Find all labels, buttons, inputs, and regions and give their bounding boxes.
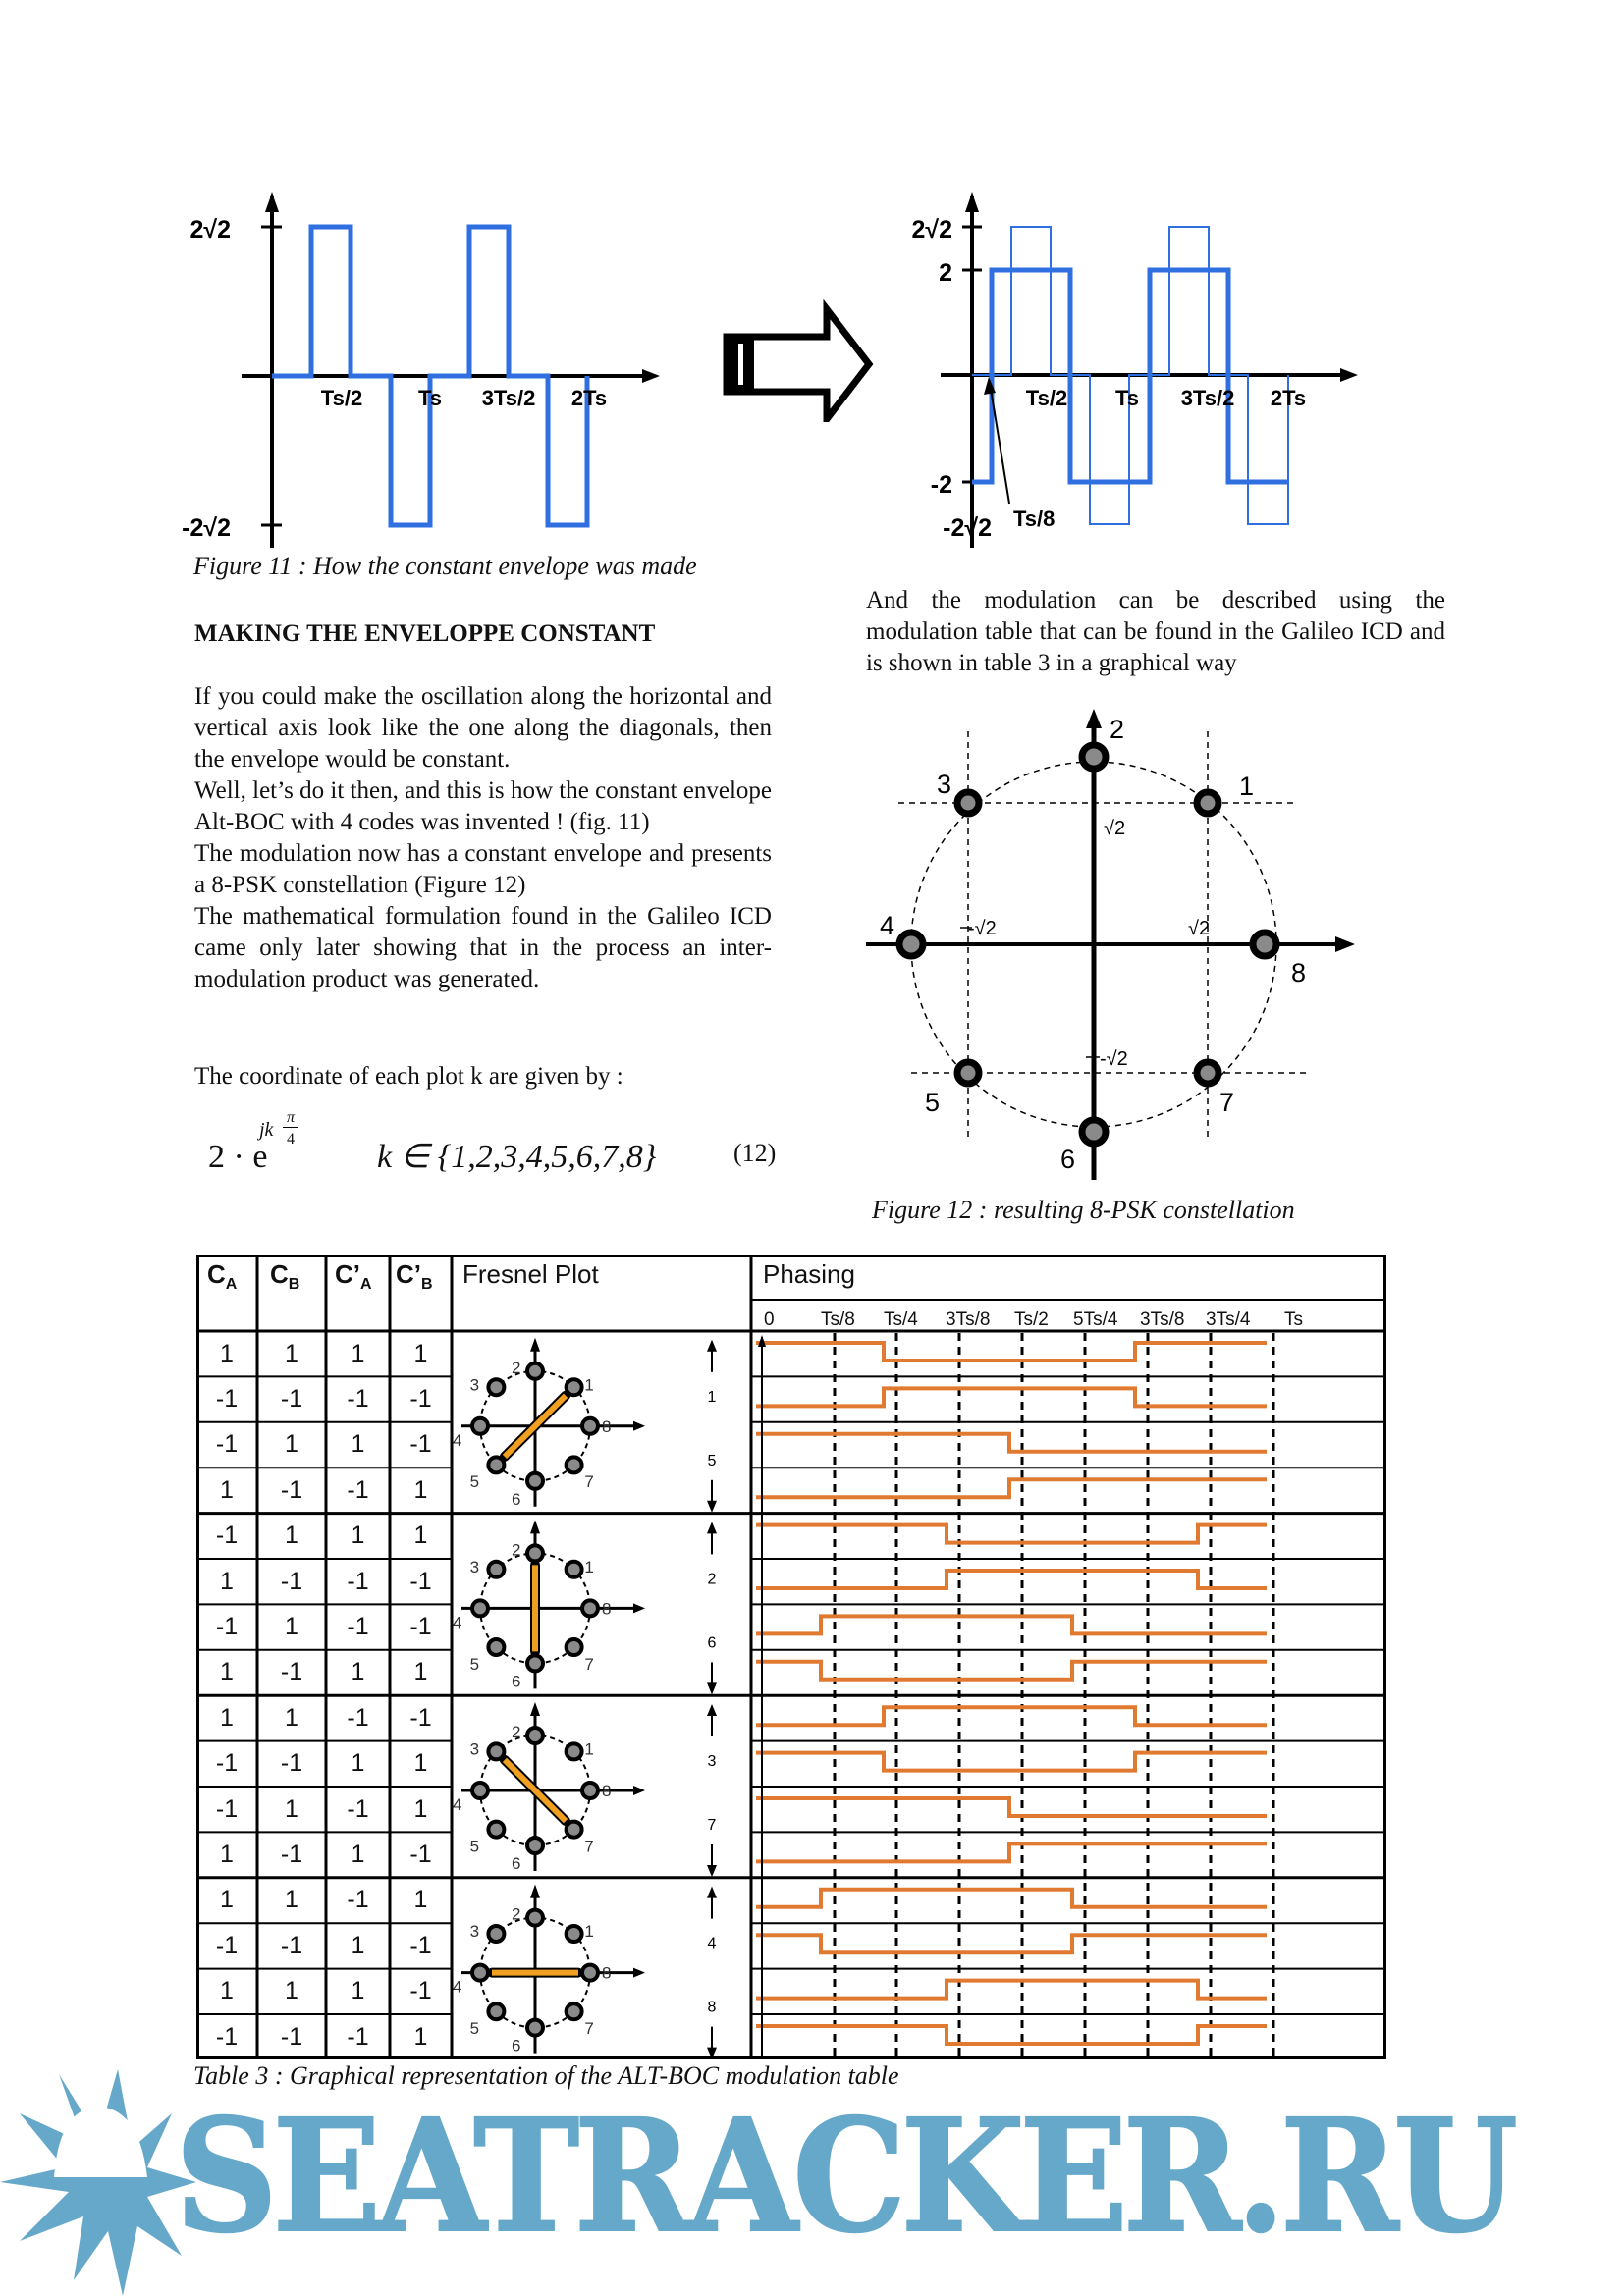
section-heading: MAKING THE ENVELOPPE CONSTANT — [194, 620, 656, 647]
svg-text:5: 5 — [707, 1452, 717, 1469]
svg-text:√2: √2 — [1188, 918, 1211, 939]
table-cell: 1 — [413, 1886, 428, 1914]
table-cell: -1 — [347, 1385, 369, 1414]
svg-text:√2: √2 — [1104, 818, 1126, 839]
svg-text:6: 6 — [512, 1672, 521, 1691]
table-cell: -1 — [280, 1841, 303, 1869]
svg-text:1: 1 — [584, 1922, 594, 1942]
svg-text:8: 8 — [1291, 958, 1307, 988]
paragraph: Well, let’s do it then, and this is how the constant envelope Alt-BOC with 4 codes was invented ! (fig. 11) — [194, 777, 772, 835]
svg-text:1: 1 — [1239, 772, 1255, 801]
table-cell: -1 — [215, 1749, 239, 1778]
svg-text:7: 7 — [707, 1817, 717, 1834]
header-cb: $C_B$ — [270, 1259, 300, 1294]
table-cell: -1 — [280, 1385, 303, 1414]
table-cell: 1 — [220, 1886, 234, 1914]
paragraph: The mathematical formulation found in the Galileo ICD came only later showing that in the process an inter-modulation product was generated. — [194, 903, 772, 992]
svg-text:2Ts: 2Ts — [1270, 386, 1307, 410]
table-cell: 1 — [220, 1339, 234, 1367]
table-cell: 1 — [413, 1475, 428, 1504]
table-cell: 1 — [285, 1703, 298, 1732]
table-cell: -1 — [347, 1703, 369, 1732]
table-cell: -1 — [409, 1977, 432, 2005]
y-label-top: 2√2 — [189, 216, 231, 243]
svg-text:5: 5 — [925, 1088, 941, 1117]
table-cell: -1 — [280, 1749, 303, 1778]
paragraph: The modulation now has a constant envelope and presents a 8-PSK constellation (Figure 12) — [194, 840, 772, 898]
svg-text:Ts/2: Ts/2 — [1025, 386, 1068, 410]
svg-text:4: 4 — [453, 1613, 462, 1632]
svg-text:8: 8 — [707, 1999, 717, 2016]
svg-text:6: 6 — [512, 1489, 521, 1509]
figure11-caption: Figure 11 : How the constant envelope was made — [193, 552, 697, 580]
table-cell: 1 — [220, 1703, 234, 1732]
svg-text:5: 5 — [469, 1472, 480, 1492]
sun-logo-icon — [0, 2069, 196, 2296]
table-cell: -1 — [409, 1703, 432, 1732]
table-cell: 1 — [413, 1522, 428, 1550]
svg-text:7: 7 — [584, 2019, 594, 2038]
figure11-left-chart — [177, 177, 727, 550]
table-cell: -1 — [409, 1430, 432, 1459]
table-cell: -1 — [215, 2022, 239, 2051]
svg-text:5: 5 — [469, 2019, 480, 2038]
svg-text:Ts: Ts — [1114, 386, 1140, 410]
table-cell: -1 — [347, 1567, 369, 1595]
svg-text:Ts/8: Ts/8 — [1013, 507, 1056, 531]
table-cell: -1 — [409, 1931, 432, 1959]
svg-text:2: 2 — [1110, 715, 1125, 744]
table-cell: 1 — [413, 1749, 428, 1778]
table-cell: -1 — [280, 1658, 303, 1686]
svg-text:2: 2 — [512, 1723, 521, 1741]
header-phasing: Phasing — [763, 1259, 855, 1289]
svg-text:-√2: -√2 — [968, 918, 997, 939]
table-cell: 1 — [413, 1658, 428, 1686]
svg-text:Ts: Ts — [417, 386, 443, 410]
table3-caption: Table 3 : Graphical representation of the ALT-BOC modulation table — [193, 2061, 899, 2090]
table-cell: 1 — [220, 1841, 234, 1869]
svg-text:4: 4 — [707, 1935, 717, 1952]
table-cell: 1 — [351, 1931, 365, 1959]
svg-text:8: 8 — [602, 1963, 612, 1983]
svg-text:2: 2 — [939, 259, 952, 287]
body-text-right: And the modulation can be described using the modulation table that can be found in the Galileo ICD and is shown in table 3 in a graphical way — [866, 587, 1445, 676]
table-cell: 1 — [285, 1339, 298, 1367]
svg-text:Ts/2: Ts/2 — [320, 386, 363, 410]
svg-text:4: 4 — [453, 1977, 462, 1997]
svg-text:7: 7 — [1219, 1088, 1235, 1117]
table-cell: -1 — [215, 1430, 239, 1459]
table-cell: -1 — [215, 1794, 239, 1823]
table-cell: 1 — [285, 1886, 298, 1914]
table-cell: -1 — [280, 1475, 303, 1504]
table-cell: -1 — [280, 2022, 303, 2051]
table-cell: 1 — [413, 1339, 428, 1367]
table-cell: 1 — [351, 1339, 365, 1367]
svg-text:2: 2 — [512, 1540, 521, 1560]
equation-12: 2 · e jk π 4 k ∈ {1,2,3,4,5,6,7,8} (12) — [208, 1109, 777, 1175]
svg-text:3: 3 — [707, 1753, 717, 1770]
paragraph: The coordinate of each plot k are given by : — [194, 1063, 623, 1090]
figure12-caption: Figure 12 : resulting 8-PSK constellation — [872, 1196, 1295, 1224]
svg-text:3: 3 — [469, 1739, 480, 1759]
svg-text:1: 1 — [584, 1375, 594, 1395]
table-cell: -1 — [215, 1931, 239, 1959]
table-cell: 1 — [351, 1977, 365, 2005]
header-c-prime-b: $C’_B$ — [396, 1259, 433, 1294]
svg-text:8: 8 — [602, 1416, 612, 1436]
table-cell: 1 — [351, 1749, 365, 1778]
table-cell: 1 — [285, 1794, 298, 1823]
table-cell: -1 — [409, 1613, 432, 1641]
svg-text:6: 6 — [512, 2036, 521, 2056]
svg-text:7: 7 — [584, 1472, 594, 1492]
fresnel-mini-plot — [453, 1702, 717, 1877]
svg-text:4: 4 — [880, 911, 895, 940]
svg-text:8: 8 — [602, 1599, 612, 1619]
table-cell: 1 — [285, 1522, 298, 1550]
svg-text:3Ts/2: 3Ts/2 — [481, 386, 536, 410]
svg-text:-2√2: -2√2 — [943, 514, 992, 542]
svg-text:7: 7 — [584, 1654, 594, 1674]
table-cell: -1 — [215, 1522, 239, 1550]
table-cell: 1 — [351, 1430, 365, 1459]
table-cell: -1 — [280, 1931, 303, 1959]
svg-text:3: 3 — [937, 770, 952, 799]
right-arrow-icon — [717, 299, 884, 422]
svg-text:3Ts/2: 3Ts/2 — [1180, 386, 1235, 410]
table-cell: -1 — [347, 1613, 369, 1641]
table-cell: 1 — [351, 1522, 365, 1550]
header-ca: $C_A$ — [207, 1259, 238, 1294]
table-cell: 1 — [351, 1841, 365, 1869]
table-cell: 1 — [220, 1567, 234, 1595]
table-cell: 1 — [413, 1794, 428, 1823]
table-cell: 1 — [285, 1613, 298, 1641]
svg-text:4: 4 — [453, 1430, 462, 1450]
table-cell: 1 — [285, 1430, 298, 1459]
svg-text:1: 1 — [584, 1558, 594, 1576]
svg-text:6: 6 — [1060, 1145, 1076, 1174]
svg-text:3: 3 — [469, 1375, 480, 1395]
table-cell: -1 — [409, 1567, 432, 1595]
fresnel-mini-plot — [453, 1885, 717, 2059]
body-text-left — [194, 681, 772, 995]
table-cell: -1 — [347, 1886, 369, 1914]
time-axis-labels: 0 Ts/8 Ts/4 3Ts/8 Ts/2 5Ts/4 3Ts/8 3Ts/4 Ts — [764, 1309, 1303, 1330]
svg-text:5: 5 — [469, 1837, 480, 1856]
svg-text:1: 1 — [584, 1739, 594, 1759]
fresnel-mini-plot — [453, 1520, 717, 1694]
table-cell: -1 — [280, 1567, 303, 1595]
table-cell: 1 — [285, 1977, 298, 2005]
table-cell: -1 — [409, 1841, 432, 1869]
svg-text:2Ts: 2Ts — [570, 386, 608, 410]
table-cell: 1 — [413, 2022, 428, 2051]
table-cell: 1 — [351, 1658, 365, 1686]
svg-text:2: 2 — [512, 1904, 521, 1924]
table-cell: -1 — [347, 1794, 369, 1823]
svg-text:4: 4 — [453, 1795, 462, 1814]
table-cell: -1 — [215, 1385, 239, 1414]
table-cell: 1 — [220, 1658, 234, 1686]
table-cell: -1 — [409, 1385, 432, 1414]
svg-text:2√2: 2√2 — [911, 216, 952, 243]
svg-text:-√2: -√2 — [1100, 1048, 1128, 1070]
paragraph: If you could make the oscillation along the horizontal and vertical axis look like the one along the diagonals, then the envelope would be constant. — [194, 683, 772, 773]
modulation-table — [196, 1255, 1386, 2059]
svg-text:7: 7 — [584, 1837, 594, 1856]
svg-text:1: 1 — [707, 1388, 717, 1406]
svg-text:-2: -2 — [930, 471, 952, 499]
table-cell: -1 — [215, 1613, 239, 1641]
table-cell: -1 — [347, 1475, 369, 1504]
svg-text:8: 8 — [602, 1782, 612, 1800]
svg-text:3: 3 — [469, 1922, 480, 1942]
svg-text:2: 2 — [512, 1358, 521, 1377]
table-cell: 1 — [220, 1475, 234, 1504]
svg-text:6: 6 — [707, 1634, 717, 1652]
header-c-prime-a: $C’_A$ — [335, 1259, 372, 1294]
table-cell: -1 — [347, 2022, 369, 2051]
header-fresnel-plot: Fresnel Plot — [462, 1259, 599, 1289]
svg-text:3: 3 — [469, 1558, 480, 1576]
figure12-constellation — [864, 707, 1394, 1188]
table-cell: 1 — [220, 1977, 234, 2005]
svg-text:2: 2 — [707, 1571, 717, 1588]
svg-text:5: 5 — [469, 1654, 480, 1674]
figure11-right-chart — [864, 177, 1414, 550]
watermark-text: SEATRACKER.RU — [175, 2086, 1513, 2268]
fresnel-mini-plot — [453, 1338, 717, 1513]
y-label-bottom: -2√2 — [182, 514, 231, 542]
svg-text:6: 6 — [512, 1854, 521, 1873]
